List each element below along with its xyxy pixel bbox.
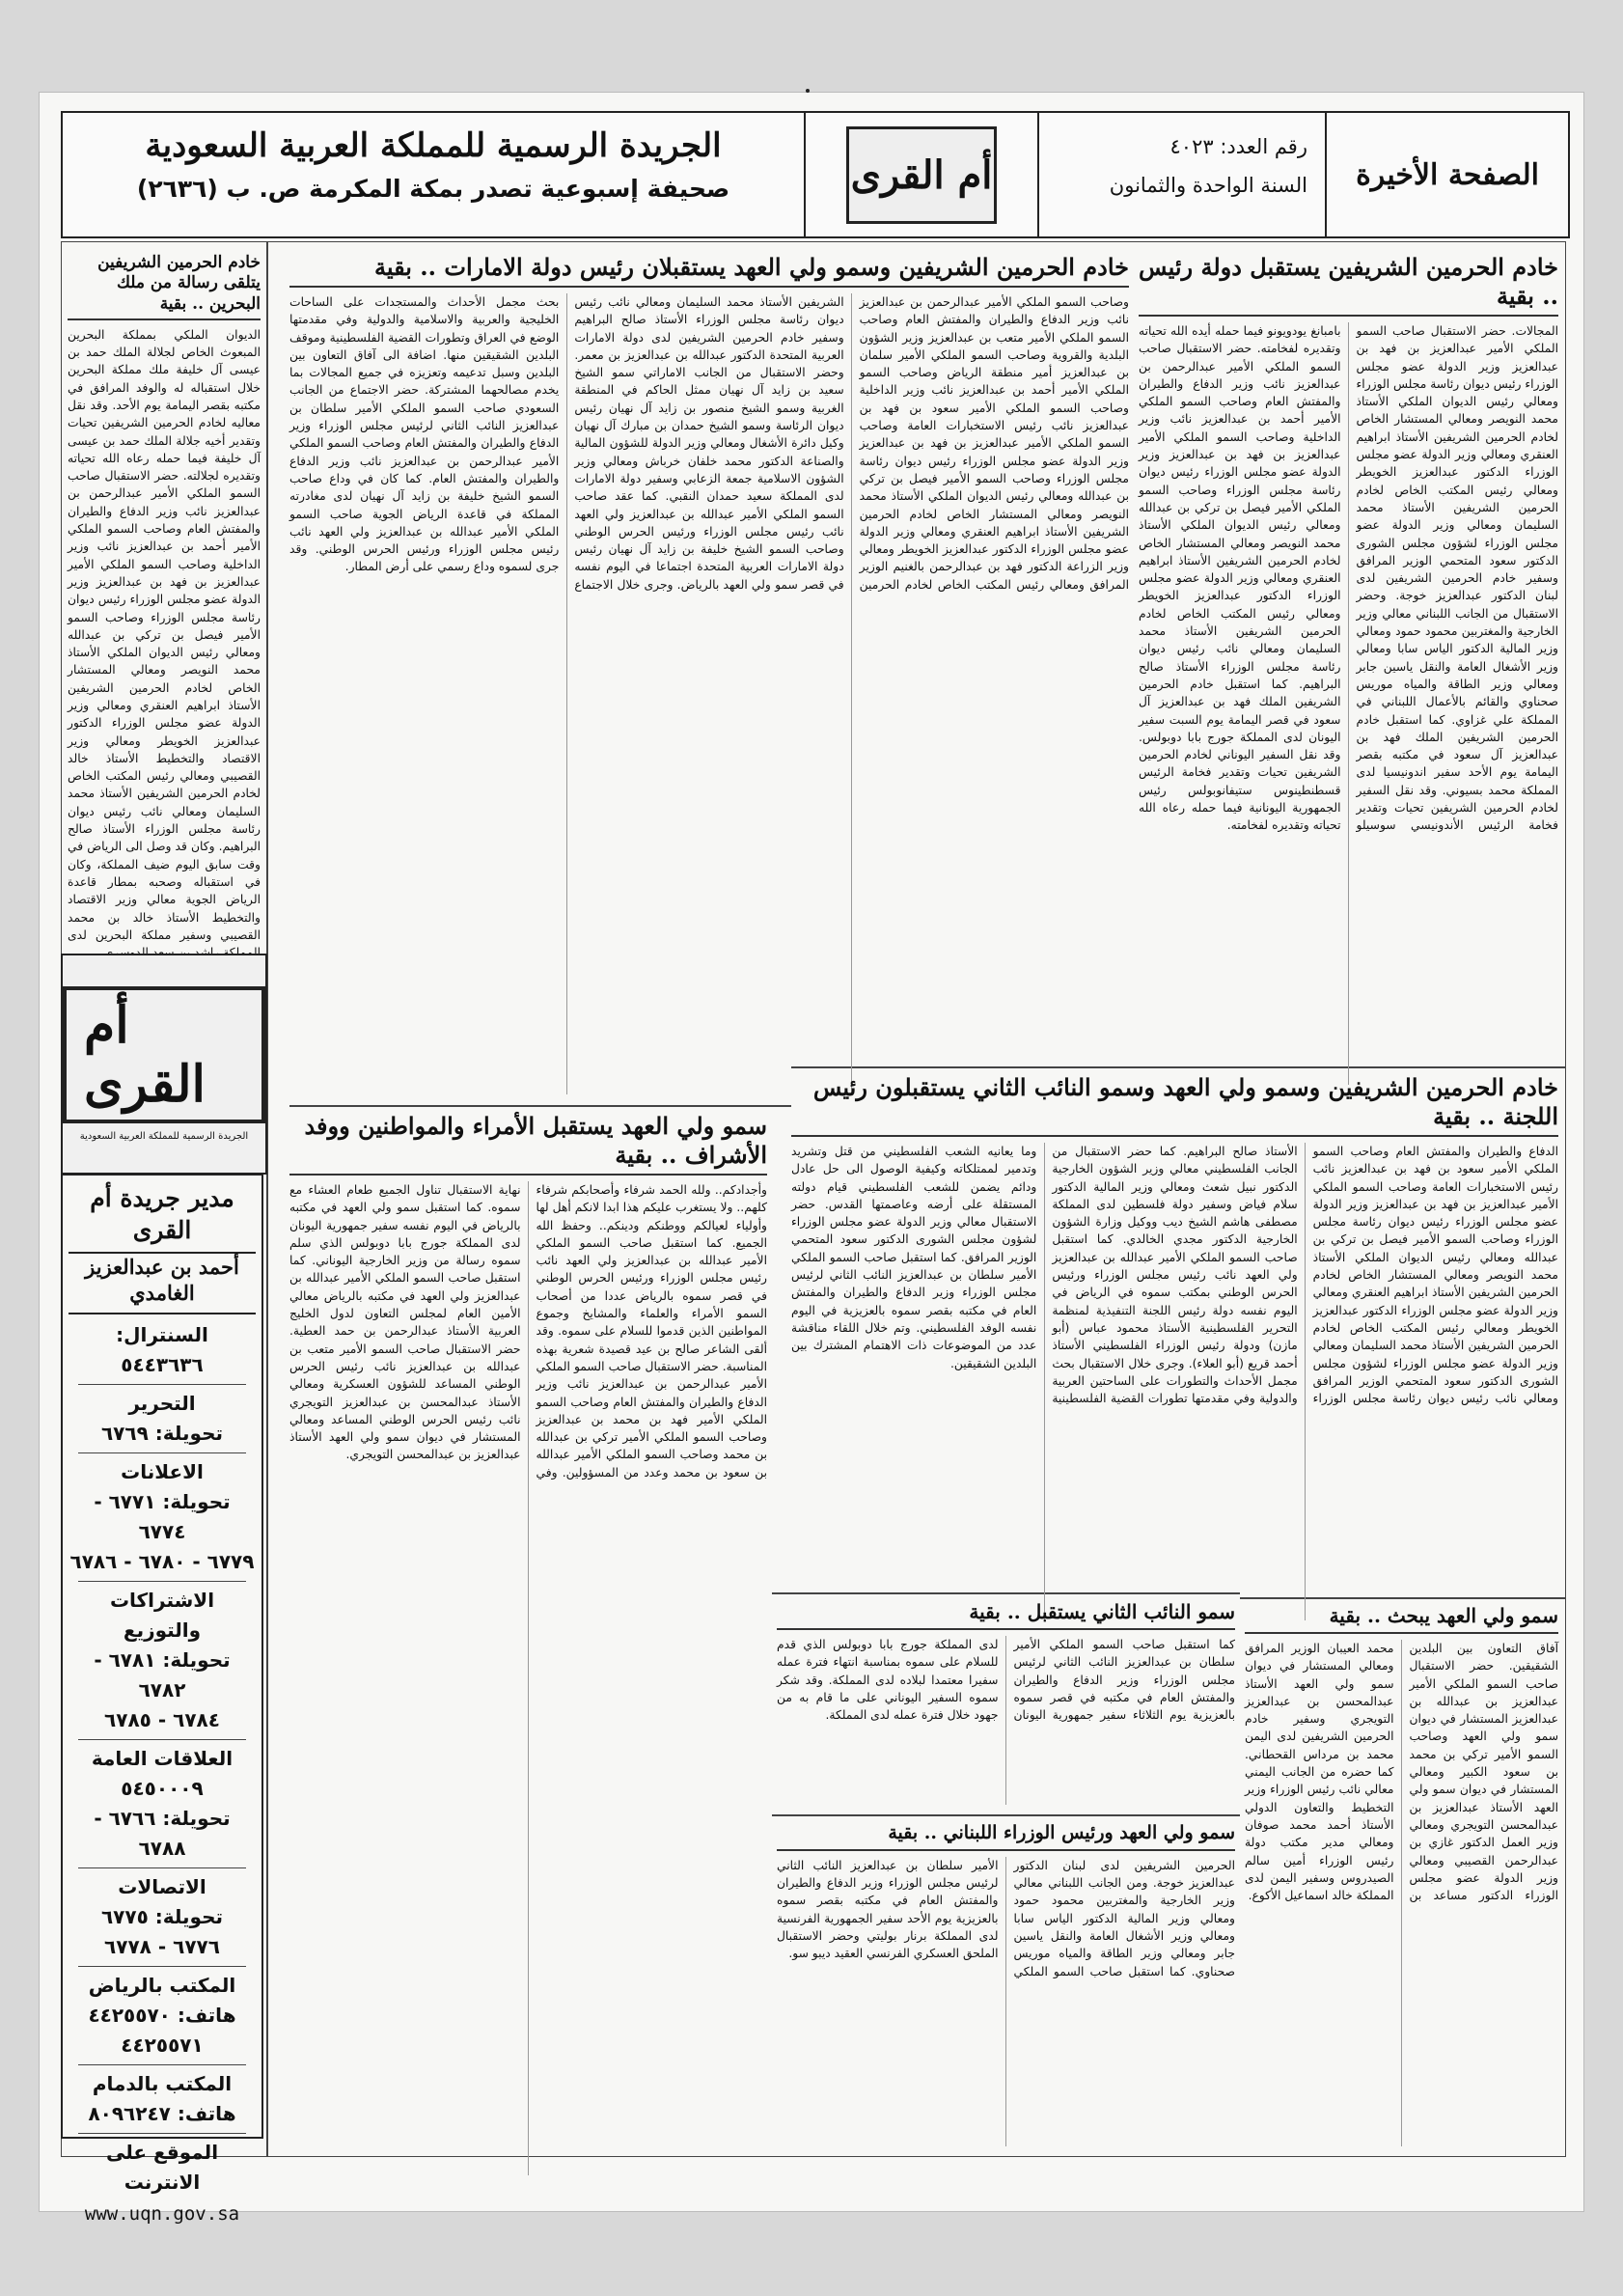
contact-line: تحويلة: ٦٧٦٦ - ٦٧٨٨ [94, 1806, 231, 1860]
contact-line: المكتب بالدمام [92, 2071, 233, 2095]
article-headline: سمو النائب الثاني يستقبل .. بقية [777, 1600, 1235, 1630]
article-palestinian-committee [791, 1073, 1558, 1590]
issue-number: ٤٠٢٣ [1169, 135, 1214, 158]
article-body: الدفاع والطيران والمفتش العام وصاحب السمو الملكي الأمير سعود بن فهد بن عبدالعزيز نائب رئيس الاستخبارات العامة وصاحب السمو الملكي الأمير عبدالعزيز بن فهد بن عبدالعزيز وزير الدولة عضو مجلس الوزراء رئيس ديوان رئاسة مجلس الوزراء وصاحب السمو الأمير فيصل بن تركي بن عبدالله ومعالي رئيس الديوان الملكي الأستاذ محمد النويصر ومعالي المستشار الخاص لخادم الحرمين الشريفين الأستاذ ابراهيم العنقري ومعالي وزير الدولة عضو مجلس الوزراء الدكتور عبدالعزيز الخويطر ومعالي رئيس المكتب الخاص لخادم الحرمين الشريفين الأستاذ محمد السليمان ومعالي وزير الدولة عضو مجلس الوزراء لشؤون مجلس الشورى الدكتور سعود المتحمي الوزير المرافق ومعالي نائب رئيس ديوان رئاسة مجلس الوزراء الأستاذ صالح البراهيم. كما حضر الاستقبال من الجانب الفلسطيني معالي وزير الشؤون الخارجية الدكتور نبيل شعث ومعالي وزير المالية الدكتور سلام فياض وسفير دولة فلسطين لدى المملكة مصطفى هاشم الشيخ ديب ووكيل وزارة الشؤون الخارجية الدكتور مجدي الخالدي. كما استقبل صاحب السمو الملكي الأمير عبدالله بن عبدالعزيز ولي العهد نائب رئيس مجلس الوزراء ورئيس الحرس الوطني بمكتب سموه في الرياض في اليوم نفسه دولة رئيس اللجنة التنفيذية لمنظمة التحرير الفلسطينية الأستاذ محمود عباس (أبو مازن) ودولة رئيس الوزراء الفلسطيني الأستاذ أحمد قريع (أبو العلاء). وجرى خلال الاستقبال بحث مجمل الأحداث والتطورات على الساحتين العربية والدولية وفي مقدمتها تطورات القضية الفلسطينية وما يعانيه الشعب الفلسطيني من قتل وتشريد وتدمير لممتلكاته وكيفية الوصول الى حل عادل ودائم يضمن للشعب الفلسطيني قيام دولته المستقلة على أرضه وعاصمتها القدس. حضر الاستقبال معالي وزير الدولة عضو مجلس الوزراء لشؤون مجلس الشورى الدكتور سعود المتحمي الوزير المرافق. كما استقبل صاحب السمو الملكي الأمير سلطان بن عبدالعزيز النائب الثاني لرئيس مجلس الوزراء وزير الدفاع والطيران والمفتش العام في مكتبه بقصر سموه بالعزيزية في اليوم نفسه الوفد الفلسطيني. وتم خلال اللقاء مناقشة عدد من الموضوعات ذات الاهتمام المشترك بين البلدين الشقيقين. [791, 1145, 1558, 1406]
masthead [61, 111, 1570, 238]
article-body: كما استقبل صاحب السمو الملكي الأمير سلطان بن عبدالعزيز النائب الثاني لرئيس مجلس الوزراء وزير الدفاع والطيران والمفتش العام في مكتبه في قصر سموه بالعزيزية يوم الثلاثاء سفير جمهورية اليونان لدى المملكة جورج بابا دوبولس الذي قدم للسلام على سموه بمناسبة انتهاء فترة عمله سفيرا معتمدا لبلاده لدى المملكة. وقد شكر سموه السفير اليوناني على ما قام به من جهود خلال فترة عمله لدى المملكة. [777, 1638, 1235, 1723]
divider [78, 2133, 246, 2134]
section-title: الصفحة الأخيرة [1325, 113, 1568, 236]
article-headline: خادم الحرمين الشريفين يستقبل دولة رئيس .. بقية [1139, 253, 1558, 317]
website-url[interactable]: www.uqn.gov.sa [84, 2202, 240, 2225]
newspaper-title: الجريدة الرسمية للمملكة العربية السعودية [145, 126, 722, 165]
contact-line: ٦٧٧٦ - ٦٧٧٨ [104, 1934, 220, 1958]
contact-line: الاشتراكات والتوزيع [109, 1588, 215, 1642]
article-body: الديوان الملكي بمملكة البحرين المبعوث الخاص لجلالة الملك حمد بن عيسى آل خليفة ملك مملكة البحرين خلال استقباله له والوفد المرافق في مكتبه بقصر اليمامة يوم الأحد. وقد نقل معاليه لخادم الحرمين الشريفين تحيات وتقدير أخيه جلالة الملك حمد بن عيسى آل خليفة فيما حمله رعاه الله تحياته وتقديره لجلالته. حضر الاستقبال صاحب السمو الملكي الأمير عبدالرحمن بن عبدالعزيز نائب وزير الدفاع والطيران والمفتش العام وصاحب السمو الملكي الأمير أحمد بن عبدالعزيز نائب وزير الداخلية وصاحب السمو الملكي الأمير عبدالعزيز بن فهد بن عبدالعزيز وزير الدولة عضو مجلس الوزراء رئيس ديوان رئاسة مجلس الوزراء وصاحب السمو الأمير فيصل بن تركي بن عبدالله ومعالي رئيس الديوان الملكي الأستاذ محمد النويصر ومعالي المستشار الخاص لخادم الحرمين الشريفين الأستاذ ابراهيم العنقري ومعالي وزير الدولة عضو مجلس الوزراء الدكتور عبدالعزيز الخويطر ومعالي وزير الاقتصاد والتخطيط الأستاذ خالد القصيبي ومعالي رئيس المكتب الخاص لخادم الحرمين الشريفين الأستاذ محمد السليمان ومعالي نائب رئيس ديوان رئاسة مجلس الوزراء الأستاذ صالح البراهيم. وكان قد وصل الى الرياض في وقت سابق اليوم ضيف المملكة، وكان في استقباله وصحبه بمطار قاعدة الرياض الجوية معالي وزير الاقتصاد والتخطيط الأستاذ خالد بن محمد القصيبي وسفير مملكة البحرين لدى [68, 327, 261, 942]
contact-line: الاتصالات [118, 1874, 206, 1898]
contact-line: هاتف: ٨٠٩٦٢٤٧ [88, 2101, 236, 2125]
divider [78, 1581, 246, 1582]
contact-line: ٥٤٥٠٠٠٩ [121, 1776, 204, 1800]
story-divider [289, 1105, 791, 1107]
article-body: المجالات. حضر الاستقبال صاحب السمو الملكي الأمير عبدالعزيز بن فهد بن عبدالعزيز وزير الدولة عضو مجلس الوزراء رئيس ديوان رئاسة مجلس الوزراء ومعالي رئيس الديوان الملكي الأستاذ محمد النويصر ومعالي المستشار الخاص لخادم الحرمين الشريفين الأستاذ ابراهيم العنقري ومعالي وزير الدولة عضو مجلس الوزراء الدكتور عبدالعزيز الخويطر ومعالي رئيس المكتب الخاص لخادم الحرمين الشريفين الأستاذ محمد السليمان ومعالي وزير الدولة عضو مجلس الوزراء لشؤون مجلس الشورى الدكتور سعود المتحمي الوزير المرافق وسفير خادم الحرمين الشريفين لدى لبنان الدكتور عبدالعزيز خوجة. وحضر الاستقبال من الجانب اللبناني معالي وزير الخارجية والمغتربين محمود حمود ومعالي وزير المالية الدكتور الياس سابا ومعالي وزير الأشغال العامة والنقل ياسين جابر ومعالي وزير الطاقة والمياه موريس صحناوي والقائم بالأعمال اللبناني في المملكة علي غزاوي. كما استقبل خادم الحرمين الشريفين الملك فهد بن عبدالعزيز آل سعود في مكتبه بقصر اليمامة يوم الأحد سفير اندونيسيا لدى المملكة محمد بسيوني. وقد نقل السفير لخادم الحرمين الشريفين تحيات وتقدير فخامة الرئيس الأندونيسي سوسيلو بامبانغ يودويونو فيما حمله أيده الله تحياته وتقديره لفخامته. حضر الاستقبال صاحب السمو الملكي الأمير عبدالرحمن بن عبدالعزيز نائب وزير الدفاع والطيران والمفتش العام وصاحب السمو الملكي الأمير أحمد بن عبدالعزيز نائب وزير الداخلية وصاحب السمو الملكي الأمير عبدالعزيز بن فهد بن عبدالعزيز وزير الدولة عضو مجلس الوزراء رئيس ديوان رئاسة مجلس الوزراء وصاحب السمو الملكي الأمير فيصل بن تركي بن عبدالله ومعالي رئيس الديوان الملكي الأستاذ محمد النويصر ومعالي المستشار الخاص لخادم الحرمين الشريفين الأستاذ ابراهيم العنقري ومعالي وزير الدولة عضو مجلس الوزراء الدكتور عبدالعزيز الخويطر ومعالي رئيس المكتب الخاص لخادم الحرمين الشريفين الأستاذ محمد السليمان ومعالي نائب رئيس ديوان رئاسة مجلس الوزراء الأستاذ صالح البراهيم. كما استقبل خادم الحرمين الشريفين الملك فهد بن عبدالعزيز آل سعود في قصر اليمامة يوم السبت سفير اليونان لدى المملكة جورج بابا دوبولس. وقد نقل السفير اليوناني لخادم الحرمين الشريفين تحيات وتقدير فخامة الرئيس قسطنطينوس ستيفانوبولس رئيس الجمهورية اليونانية فيما حمله رعاه الله تحياته وتقديره لفخامته. [1139, 324, 1558, 833]
article-crown-prince-princes [289, 1112, 767, 2149]
article-body: وصاحب السمو الملكي الأمير عبدالرحمن بن عبدالعزيز نائب وزير الدفاع والطيران والمفتش العام وصاحب السمو الملكي الأمير متعب بن عبدالعزيز وزير الشؤون البلدية والقروية وصاحب السمو الملكي الأمير سلمان بن عبدالعزيز أمير منطقة الرياض وصاحب السمو الملكي الأمير أحمد بن عبدالعزيز نائب وزير الداخلية وصاحب السمو الملكي الأمير سعود بن فهد بن عبدالعزيز نائب رئيس الاستخبارات العامة وصاحب السمو الملكي الأمير عبدالعزيز بن فهد بن عبدالعزيز وزير الدولة عضو مجلس الوزراء رئيس ديوان رئاسة مجلس الوزراء وصاحب السمو الأمير فيصل بن تركي بن عبدالله ومعالي رئيس الديوان الملكي الأستاذ محمد النويصر ومعالي المستشار الخاص لخادم الحرمين الشريفين الأستاذ ابراهيم العنقري ومعالي وزير الدولة عضو مجلس الوزراء الدكتور عبدالعزيز الخويطر ومعالي وزير الزراعة الدكتور فهد بن عبدالرحمن بالغنيم الوزير المرافق ومعالي رئيس المكتب الخاص لخادم الحرمين الشريفين الأستاذ محمد السليمان ومعالي نائب رئيس ديوان رئاسة مجلس الوزراء الأستاذ صالح البراهيم وسفير خادم الحرمين الشريفين لدى دولة الامارات العربية المتحدة الدكتور عبدالله بن عبدالعزيز بن معمر. وحضر الاستقبال من الجانب الاماراتي سمو الشيخ سعيد بن زايد آل نهيان ممثل الحاكم في المنطقة الغربية وسمو الشيخ منصور بن زايد آل نهيان رئيس ديوان الرئاسة وسمو الشيخ حمدان بن مبارك آل نهيان وكيل دائرة الأشغال ومعالي وزير الدولة للشؤون المالية والصناعة الدكتور محمد خلفان خرباش ومعالي وزير الشؤون الاسلامية جمعة الزعابي وسفير دولة الامارات لدى المملكة سعيد حمدان النقبي. كما عقد صاحب السمو الملكي الأمير عبدالله بن عبدالعزيز ولي العهد نائب رئيس مجلس الوزراء ورئيس الحرس الوطني وصاحب السمو الشيخ خليفة بن زايد آل نهيان رئيس دولة الامارات العربية المتحدة اجتماعا في اليوم نفسه في قصر سمو ولي العهد بالرياض. وجرى خلال الاجتماع بحث مجمل الأحداث والمستجدات على الساحات الخليجية والعربية والاسلامية والدولية وفي مقدمتها الوضع في العراق وتطورات القضية الفلسطينية وموقف البلدين الشقيقين منها. اضافة الى آفاق التعاون بين البلدين وسبل تدعيمه وتعزيزه في جميع المجالات بما يخدم مصالحهما المشتركة. حضر الاجتماع من الجانب السعودي صاحب السمو الملكي الأمير سلطان بن عبدالعزيز النائب الثاني لرئيس مجلس الوزراء وزير الدفاع والطيران والمفتش العام وصاحب السمو الملكي الأمير عبدالرحمن بن عبدالعزيز نائب وزير الدفاع والطيران والمفتش العام. كما كان في وداع صاحب السمو الشيخ خليفة بن زايد آل نهيان لدى مغادرته المملكة في قاعدة الرياض الجوية صاحب السمو الملكي الأمير عبدالله بن عبدالعزيز ولي العهد نائب رئيس مجلس الوزراء ورئيس الحرس الوطني. وقد جرى لسموه وداع رسمي على أرض المطار. [289, 295, 1129, 592]
article-uae-president [289, 253, 1129, 1097]
masthead-logo [804, 113, 1037, 236]
article-headline: خادم الحرمين الشريفين وسمو ولي العهد يستقبلان رئيس دولة الامارات .. بقية [289, 253, 1129, 288]
contact-line: ٦٧٧٩ - ٦٧٨٠ - ٦٧٨٦ [69, 1549, 255, 1573]
article-body: وأجدادكم.. ولله الحمد شرفاء وأصحابكم شرفاء كلهم.. ولا يستغرب عليكم هذا ابدا لانكم أهل لها وأولياء لعيالكم ووطنكم ودينكم.. وحفظ الله الجميع. كما استقبل صاحب السمو الملكي الأمير عبدالله بن عبدالعزيز ولي العهد نائب رئيس مجلس الوزراء ورئيس الحرس الوطني في قصر سموه بالرياض عددا من أصحاب السمو الأمراء والعلماء والمشايخ وجموع المواطنين الذين قدموا للسلام على سموه. وقد ألقى الشاعر صالح بن عيد قصيدة شعرية بهذه المناسبة. حضر الاستقبال صاحب السمو الملكي الأمير عبدالرحمن بن عبدالعزيز نائب وزير الدفاع والطيران والمفتش العام وصاحب السمو الملكي الأمير فهد بن محمد بن عبدالعزيز وصاحب السمو الملكي الأمير تركي بن عبدالله بن محمد وصاحب السمو الملكي الأمير عبدالله بن سعود بن محمد وعدد من المسؤولين. وفي نهاية الاستقبال تناول الجميع طعام العشاء مع سموه. كما استقبل سمو ولي العهد في مكتبه بالرياض في اليوم نفسه سفير جمهورية اليونان لدى المملكة جورج بابا دوبولس الذي سلم سموه رسالة من وزير الخارجية اليوناني. كما استقبل صاحب السمو الملكي الأمير عبدالله بن عبدالعزيز ولي العهد في مكتبه بالرياض معالي الأمين العام لمجلس التعاون لدول الخليج العربية الأستاذ عبدالرحمن بن حمد العطية. حضر الاستقبال صاحب السمو الأمير متعب بن عبدالله بن عبدالعزيز نائب رئيس الحرس الوطني المساعد للشؤون العسكرية ومعالي الأستاذ عبدالمحسن بن عبدالعزيز التويجري نائب رئيس الحرس الوطني المساعد ومعالي المستشار في ديوان سمو ولي العهد الأستاذ عبدالعزيز بن عبدالمحسن التويجري. [289, 1183, 767, 1480]
contact-line: الموقع على الانترنت [105, 2140, 219, 2194]
contact-line: تحويلة: ٦٧٨١ - ٦٧٨٢ [94, 1647, 231, 1701]
contact-box [61, 1174, 263, 2225]
contact-line: تحويلة: ٦٧٦٩ [100, 1421, 224, 1445]
contact-line: المكتب بالرياض [88, 1973, 236, 1997]
newspaper-logo-icon: أم القرى [846, 126, 997, 224]
manager-title: مدير جريدة أم القرى [69, 1183, 256, 1254]
contact-line: ٦٧٨٤ - ٦٧٨٥ [104, 1707, 220, 1731]
issue-label: رقم العدد: [1220, 135, 1307, 158]
contact-line: تحويلة: ٦٧٧٥ [100, 1904, 224, 1928]
divider [78, 2064, 246, 2065]
article-headline: سمو ولي العهد يبحث .. بقية [1245, 1604, 1558, 1634]
divider [78, 1384, 246, 1385]
manager-name: أحمد بن عبدالعزيز الغامدي [69, 1254, 256, 1314]
divider [78, 1867, 246, 1868]
logo-caption: الجريدة الرسمية للمملكة العربية السعودية [79, 1131, 249, 1142]
contact-line: العلاقات العامة [91, 1746, 234, 1770]
newspaper-subtitle: صحيفة إسبوعية تصدر بمكة المكرمة ص. ب (٢٦٣٦) [136, 175, 730, 203]
article-lebanese-pm [777, 1822, 1235, 2150]
article-body: آفاق التعاون بين البلدين الشقيقين. حضر الاستقبال صاحب السمو الملكي الأمير عبدالعزيز بن عبدالله بن عبدالعزيز المستشار في ديوان سمو ولي العهد وصاحب السمو الأمير تركي بن محمد بن سعود الكبير ومعالي المستشار في ديوان سمو ولي العهد الأستاذ عبدالعزيز بن عبدالمحسن التويجري ومعالي وزير العمل الدكتور غازي بن عبدالرحمن القصيبي ومعالي وزير الدولة عضو مجلس الوزراء الدكتور مساعد بن محمد العيبان الوزير المرافق ومعالي المستشار في ديوان سمو ولي العهد الأستاذ عبدالمحسن بن عبدالعزيز التويجري وسفير خادم الحرمين الشريفين لدى اليمن محمد بن مرداس القحطاني. كما حضره من الجانب اليمني معالي نائب رئيس الوزراء وزير التخطيط والتعاون الدولي الأستاذ أحمد محمد صوفان ومعالي مدير مكتب دولة رئيس الوزراء أمين سالم الصيدروس وسفير اليمن لدى المملكة خالد اسماعيل الأكوع. [1245, 1642, 1558, 1903]
contact-line: ٥٤٤٣٦٣٦ [121, 1352, 204, 1376]
article-body: الحرمين الشريفين لدى لبنان الدكتور عبدالعزيز خوجة. ومن الجانب اللبناني معالي وزير الخارجية والمغتربين محمود حمود ومعالي وزير المالية الدكتور الياس سابا ومعالي وزير الأشغال العامة والنقل ياسين جابر ومعالي وزير الطاقة والمياه موريس صحناوي. كما استقبل صاحب السمو الملكي الأمير سلطان بن عبدالعزيز النائب الثاني لرئيس مجلس الوزراء وزير الدفاع والطيران والمفتش العام في مكتبه بقصر سموه بالعزيزية يوم الأحد سفير الجمهورية الفرنسية لدى المملكة برنار بوليتي وحضر الاستقبال الملحق العسكري الفرنسي العقيد ديبو سو. [777, 1858, 1235, 1978]
article-bahrain-message [68, 253, 261, 948]
scan-speck [806, 89, 810, 93]
divider [78, 1966, 246, 1967]
article-headline: خادم الحرمين الشريفين وسمو ولي العهد وسمو النائب الثاني يستقبلون رئيس اللجنة .. بقية [791, 1073, 1558, 1137]
masthead-title-block [63, 113, 804, 236]
contact-line: السنترال: [116, 1322, 208, 1346]
year-line: السنة الواحدة والثمانون [1109, 173, 1307, 197]
article-crown-prince-discusses [1245, 1604, 1558, 2149]
sidebar-logo [61, 954, 267, 1175]
contact-line: التحرير [128, 1391, 196, 1415]
newspaper-emblem-icon: أم القرى [63, 986, 265, 1123]
article-king-receives-pm [1139, 253, 1558, 1059]
contact-line: هاتف: ٤٤٢٥٥٧٠ [88, 2003, 236, 2027]
article-headline: سمو ولي العهد ورئيس الوزراء اللبناني .. بقية [777, 1822, 1235, 1851]
sidebar-divider [266, 241, 268, 2157]
article-headline: سمو ولي العهد يستقبل الأمراء والمواطنين ووفد الأشراف .. بقية [289, 1112, 767, 1176]
divider [78, 1739, 246, 1740]
divider [78, 1452, 246, 1453]
issue-info [1037, 113, 1325, 236]
contact-line: تحويلة: ٦٧٧١ - ٦٧٧٤ [94, 1489, 231, 1543]
story-divider [772, 1814, 1240, 1816]
contact-line: ٤٤٢٥٥٧١ [121, 2033, 204, 2057]
article-headline: خادم الحرمين الشريفين يتلقى رسالة من ملك البحرين .. بقية [68, 253, 261, 320]
contact-line: الاعلانات [121, 1459, 204, 1483]
article-second-deputy [777, 1600, 1235, 1808]
